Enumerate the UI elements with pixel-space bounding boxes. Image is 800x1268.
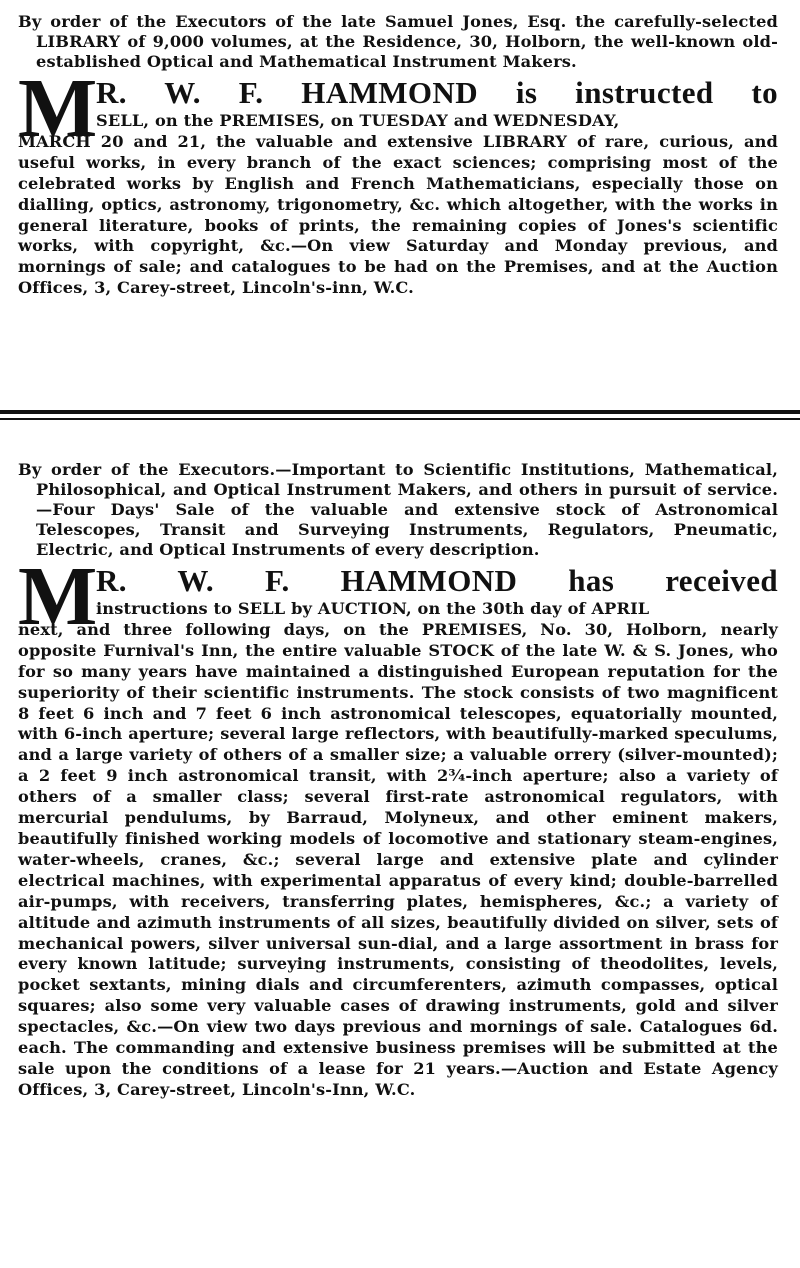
column-divider: [0, 410, 800, 420]
headline-text: R. W. F. HAMMOND is instructed to: [96, 75, 778, 110]
headline-text: R. W. F. HAMMOND has received: [96, 563, 778, 598]
notice-intro: By order of the Executors of the late Samuel Jones, Esq. the carefully-selected LIBRARY of 9,000 volumes, at the Residence, 30, Holborn, the well-known old-established Optical and Mathematical Instrument Makers.: [18, 12, 778, 71]
drop-cap: M: [18, 62, 98, 155]
notice-body: [18, 111, 778, 299]
drop-cap: M: [18, 550, 98, 643]
auction-notice-library: [18, 12, 778, 299]
body-text: MARCH 20 and 21, the valuable and extensive LIBRARY of rare, curious, and useful works, in every branch of the exact sciences; comprising most of the celebrated works by English and French Mathematicians, especially those on dialling, optics, astronomy, trigonometry, &c. which altogether, with the works in general literature, books of prints, the remaining copies of Jones's scientific works, with copyright, &c.—On view Saturday and Monday previous, and mornings of sale; and catalogues to be had on the Premises, and at the Auction Offices, 3, Carey-street, Lincoln's-inn, W.C.: [18, 131, 778, 298]
body-text: next, and three following days, on the PREMISES, No. 30, Holborn, nearly opposite Furnival's Inn, the entire valuable STOCK of the late W. & S. Jones, who for so many years have maintained a distinguished European reputation for the superiority of their scientific instruments. The stock consists of two magnificent 8 feet 6 inch and 7 feet 6 inch astronomical telescopes, equatorially mounted, with 6-inch aperture; several large reflectors, with beautifully-marked speculums, and a large variety of others of a smaller size; a valuable orrery (silver-mounted); a 2 feet 9 inch astronomical transit, with 2¾-inch aperture; also a variety of others of a smaller class; several first-rate astronomical regulators, with mercurial pendulums, by Barraud, Molyneux, and other eminent makers, beautifully finished working models of locomotive and stationary steam-engines, water-wheels, cranes, &c.; several large and extensive plate and cylinder electrical machines, with experimental apparatus of every kind; double-barrelled air-pumps, with receivers, transferring plates, hemispheres, &c.; a variety of altitude and azimuth instruments of all sizes, beautifully divided on silver, sets of mechanical powers, silver universal sun-dial, and a large assortment in brass for every known latitude; surveying instruments, consisting of theodolites, levels, pocket sextants, mining dials and circumferenters, azimuth compasses, optical squares; also some very valuable cases of drawing instruments, gold and silver spectacles, &c.—On view two days previous and mornings of sale. Catalogues 6d. each. The commanding and extensive business premises will be submitted at the sale upon the conditions of a lease for 21 years.—Auction and Estate Agency Offices, 3, Carey-street, Lincoln's-Inn, W.C.: [18, 619, 778, 1099]
divider-thin-rule: [0, 418, 800, 420]
notice-headline: [18, 550, 778, 1101]
notice-headline: [18, 62, 778, 299]
body-first-line: instructions to SELL by AUCTION, on the 30th day of APRIL: [96, 599, 650, 618]
notice-intro: By order of the Executors.—Important to Scientific Institutions, Mathematical, Philosophical, and Optical Instrument Makers, and others in pursuit of service.—Four Days' Sale of the valuable and extensive stock of Astronomical Telescopes, Transit and Surveying Instruments, Regulators, Pneumatic, Electric, and Optical Instruments of every description.: [18, 460, 778, 559]
body-first-line: SELL, on the PREMISES, on TUESDAY and WEDNESDAY,: [96, 111, 620, 130]
auction-notice-stock: [18, 460, 778, 1101]
notice-body: [18, 599, 778, 1101]
